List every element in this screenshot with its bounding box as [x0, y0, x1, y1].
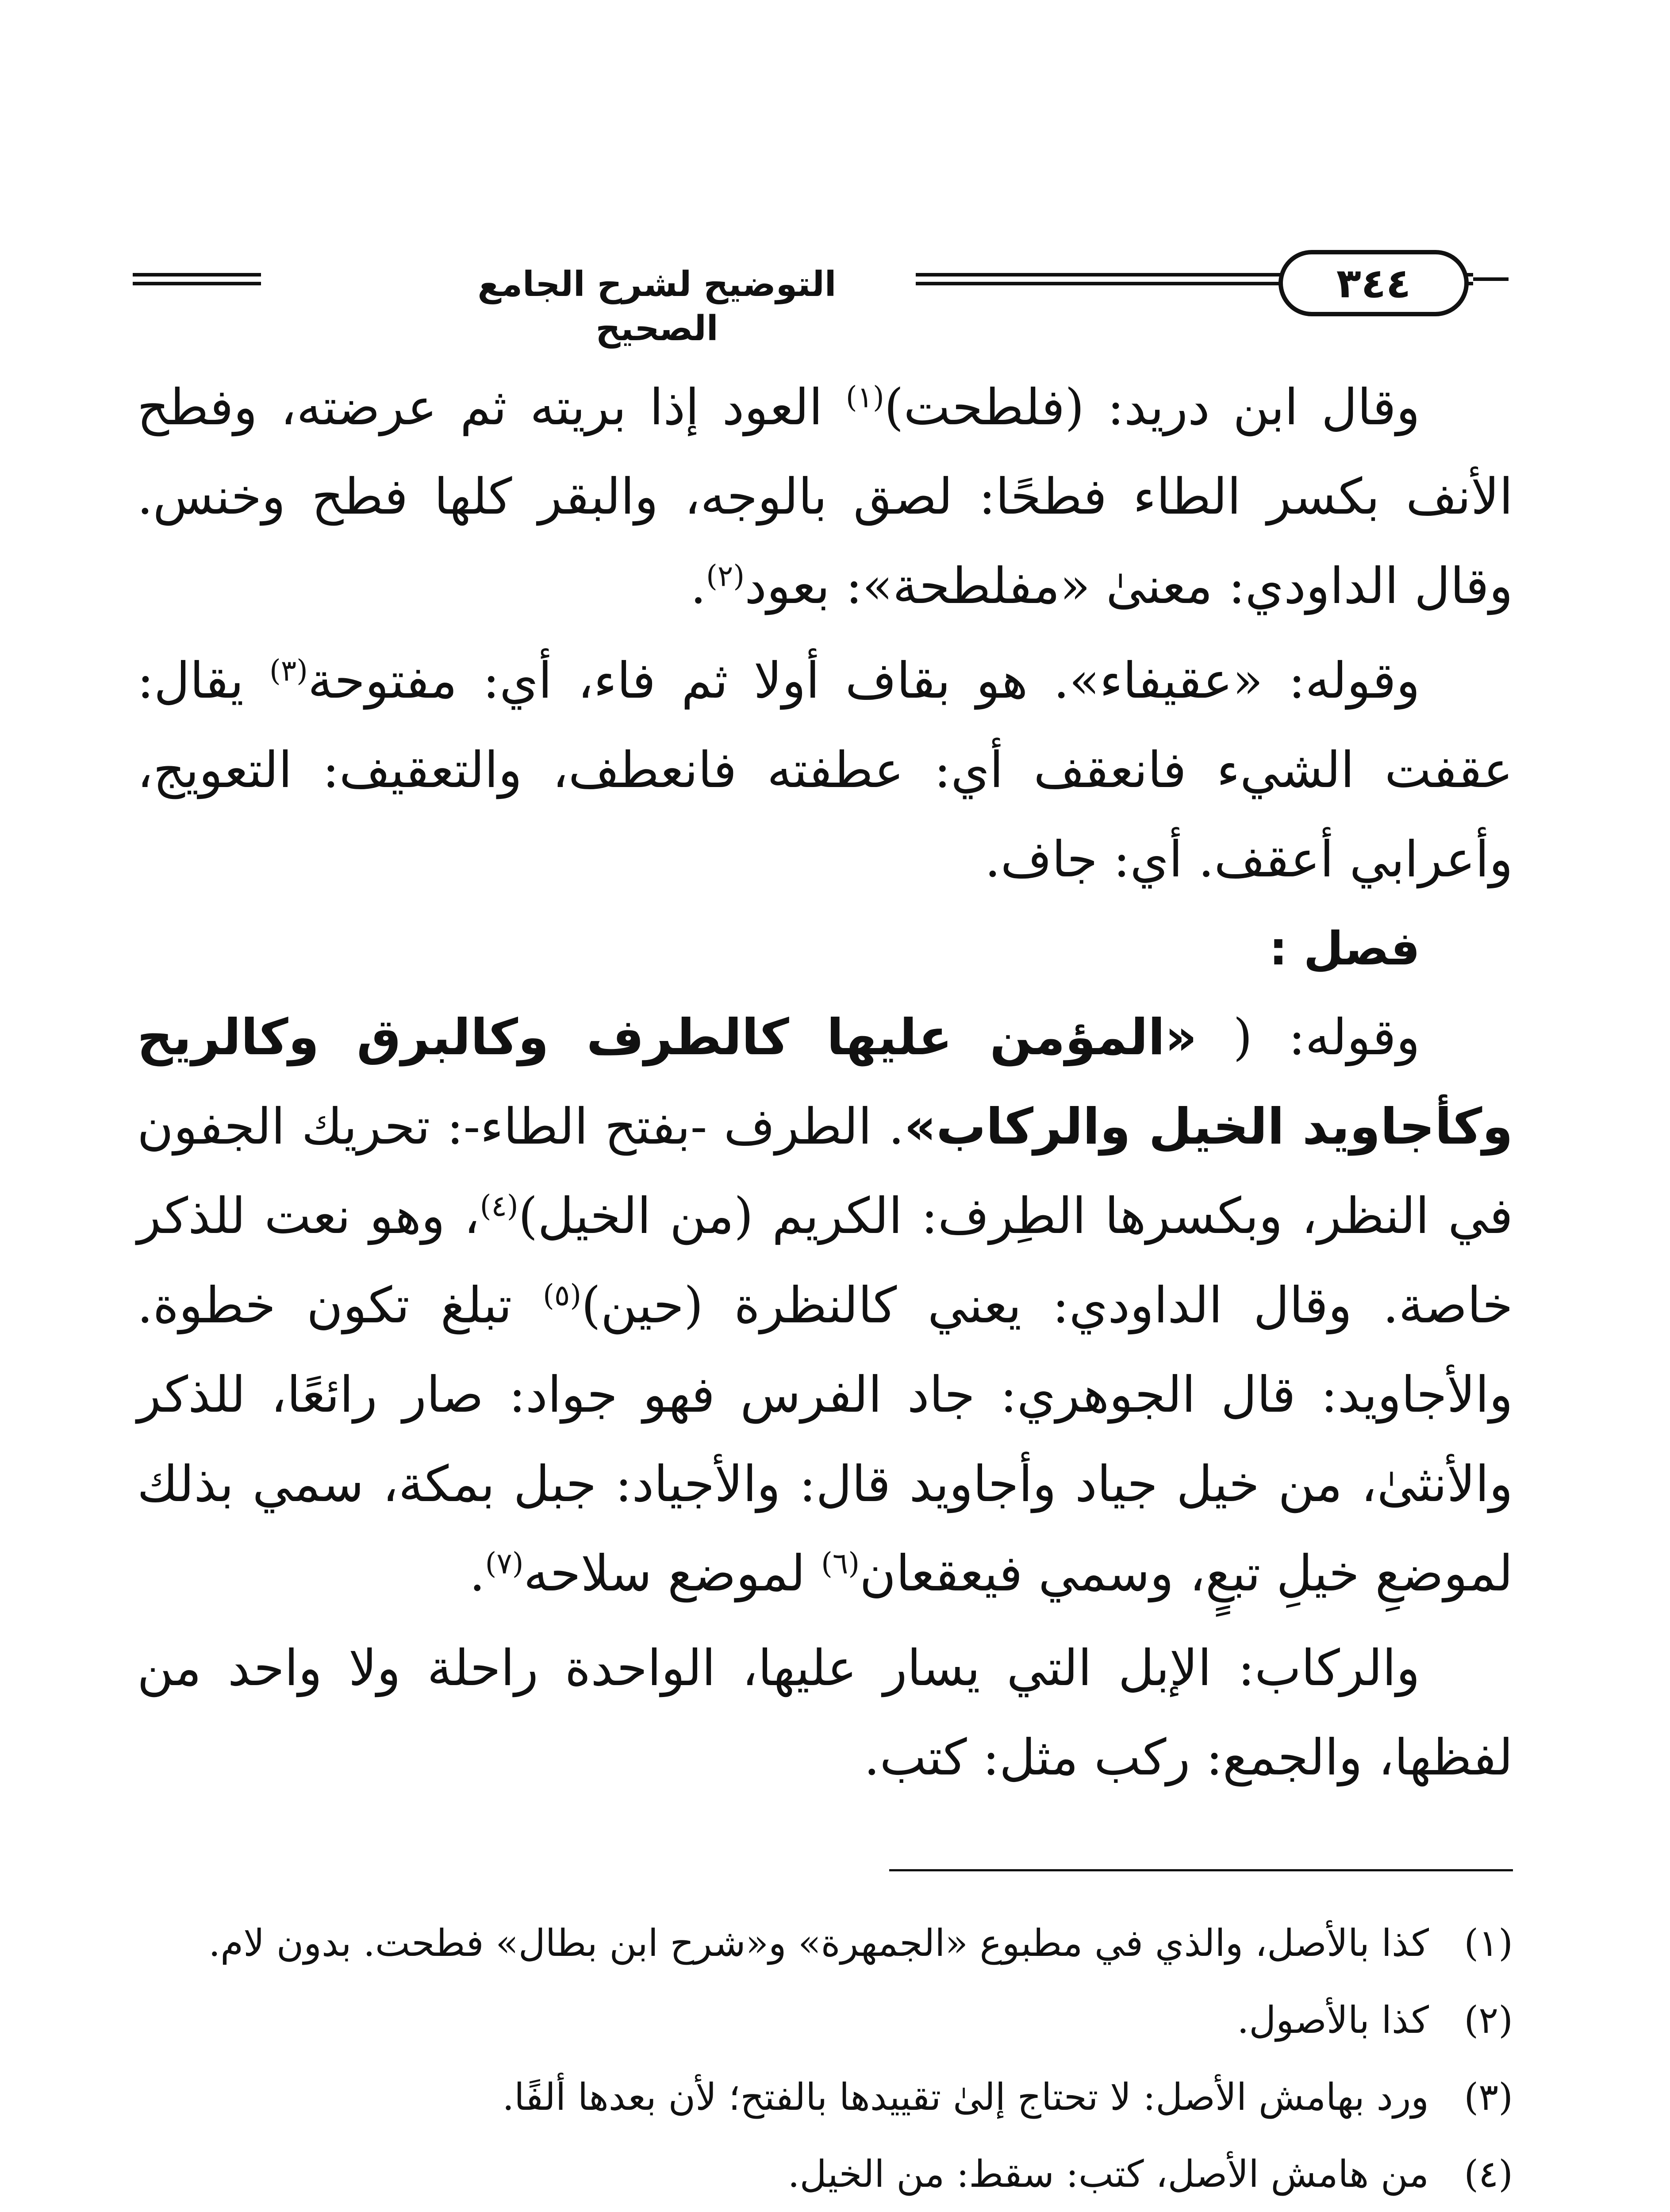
paragraph-al-mumin	[137, 993, 1513, 1618]
page-number: ٣٤٤	[1278, 250, 1469, 316]
footnote-text: ورد بهامش الأصل: لا تحتاج إلىٰ تقييدها بالفتح؛ لأن بعدها ألفًا.	[502, 2075, 1429, 2119]
footnote-ref-5[interactable]: (٥)	[543, 1278, 582, 1313]
header-rule-left	[133, 273, 261, 285]
footnotes-list	[146, 1905, 1513, 2212]
footnote-text: كذا بالأصول.	[1237, 1998, 1429, 2042]
footnote-number: (٣)	[1464, 2075, 1513, 2119]
text-run: لموضع سلاحه	[523, 1545, 822, 1602]
text-run: . الطرف -بفتح الطاء-: تحريك الجفون في النظر، وبكسرها الطِرف: الكريم (من الخيل)	[137, 1098, 1513, 1245]
text-run: تبلغ تكون خطوة. والأجاويد: قال الجوهري: جاد الفرس فهو جواد: صار رائعًا، للذكر والأنثىٰ، من خيل جياد وأجاويد قال: والأجياد: جبل بمكة، سمي بذلك لموضعِ خيلِ تبعٍ، وسمي فيعقعان	[137, 1277, 1513, 1602]
footnote-ref-6[interactable]: (٦)	[821, 1546, 860, 1581]
paragraph-fatahat	[137, 363, 1513, 631]
footnote-number: (٤)	[1464, 2152, 1513, 2196]
footnote-number: (١)	[1464, 1921, 1513, 1965]
footnote-ref-4[interactable]: (٤)	[480, 1189, 518, 1223]
text-run: .	[469, 1545, 485, 1602]
footnote-text: من هامش الأصل، كتب: سقط: من الخيل.	[787, 2152, 1429, 2196]
footnote-divider	[889, 1869, 1513, 1871]
footnote-item	[146, 1905, 1513, 1982]
running-title: التوضيح لشرح الجامع الصحيح	[477, 265, 837, 349]
text-run: ، وهو نعت للذكر خاصة. وقال الداودي: يعني كالنظرة (حين)	[137, 1187, 1513, 1334]
footnote-ref-1[interactable]: (١)	[845, 380, 884, 415]
text-run: وقوله: (	[1197, 1009, 1420, 1066]
main-text	[137, 363, 1513, 1802]
footnote-ref-3[interactable]: (٣)	[269, 653, 308, 688]
footnote-ref-2[interactable]: (٢)	[706, 559, 745, 593]
section-heading: فصل :	[1269, 922, 1420, 975]
footnote-text: كذا بالأصل، والذي في مطبوع «الجمهرة» و«شرح ابن بطال» فطحت. بدون لام.	[208, 1921, 1429, 1965]
running-header	[133, 246, 1509, 349]
text-run: .	[690, 557, 706, 615]
text-run: وقوله: «عقيفاء». هو بقاف أولا ثم فاء، أي: مفتوحة	[307, 652, 1420, 710]
paragraph-rikab: والركاب: الإبل التي يسار عليها، الواحدة راحلة ولا واحد من لفظها، والجمع: ركب مثل: كتب.	[137, 1640, 1513, 1786]
footnote-ref-7[interactable]: (٧)	[485, 1546, 524, 1581]
text-run: العود إذا بريته ثم عرضته، وفطح الأنف بكسر الطاء فطحًا: لصق بالوجه، والبقر كلها فطح وخنس. وقال الداودي: معنىٰ «مفلطحة»: بعود	[137, 379, 1513, 615]
footnote-item	[146, 1982, 1513, 2058]
text-run: يقال: عقفت الشيء فانعقف أي: عطفته فانعطف، والتعقيف: التعويج، وأعرابي أعقف. أي: جاف.	[137, 652, 1513, 888]
footnote-item	[146, 2135, 1513, 2212]
header-rule-right	[1473, 277, 1509, 281]
text-run: وقال ابن دريد: (فلطحت)	[884, 379, 1420, 436]
hadith-quote: «المؤمن عليها كالطرف وكالبرق وكالريح وكأجاويد الخيل والركاب»	[137, 1009, 1513, 1156]
footnote-item	[146, 2058, 1513, 2135]
paragraph-aqifa	[137, 636, 1513, 904]
footnote-number: (٢)	[1464, 1998, 1513, 2042]
